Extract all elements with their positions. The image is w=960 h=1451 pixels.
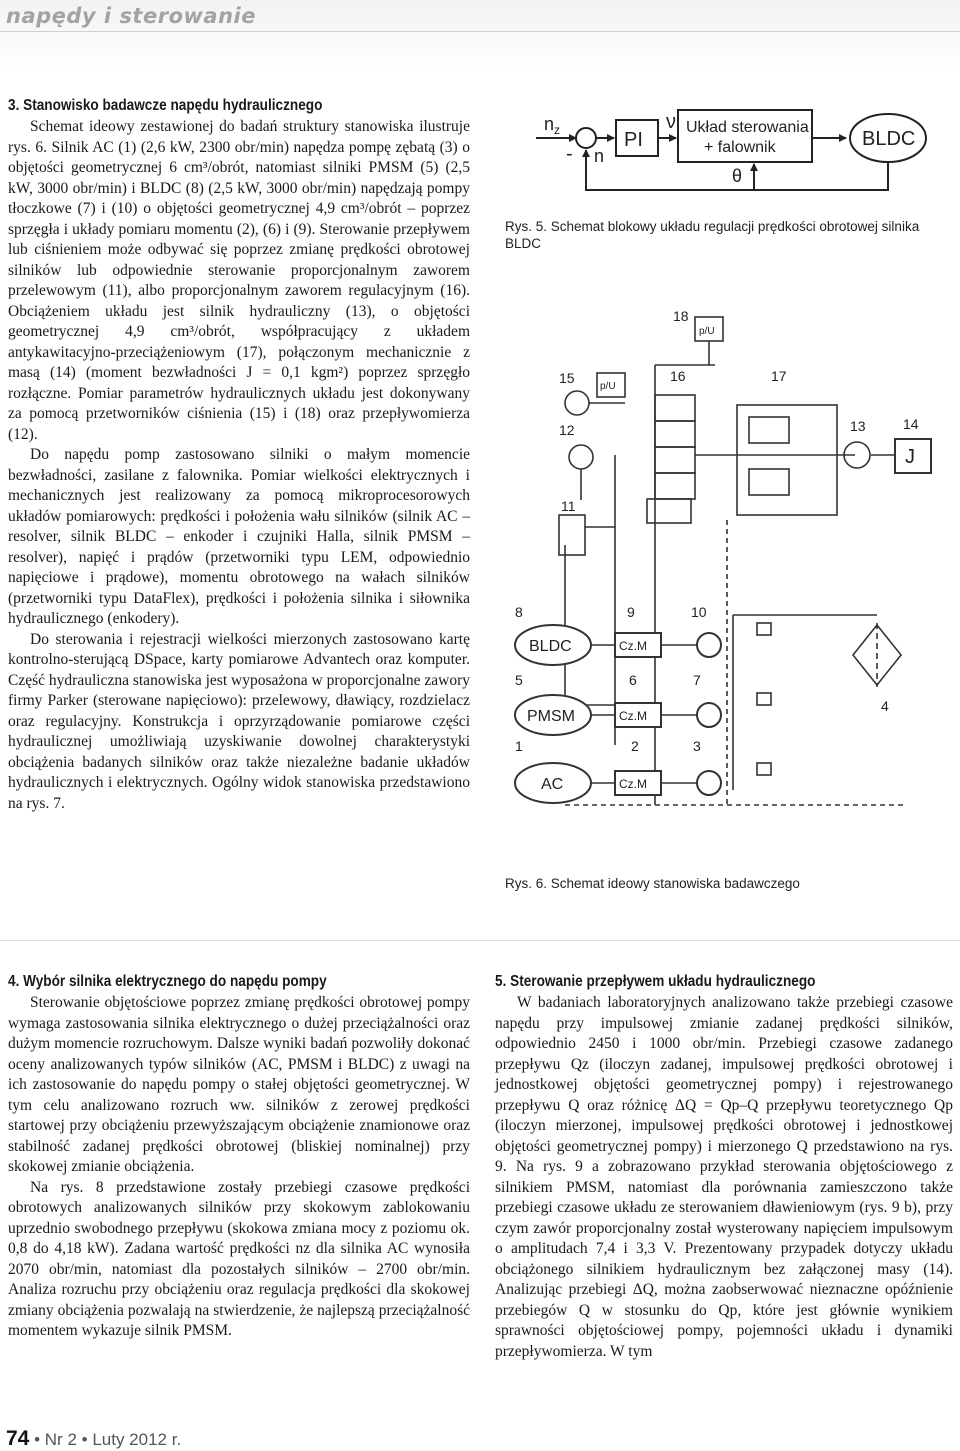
page-header [0,0,960,70]
section-4-paragraph-1: Sterowanie objętościowe poprzez zmianę prędkości obrotowej pompy wymaga zastosowania silnika elektrycznego o dużej przeciążalności oraz dużym momencie rozruchowym. Dalsze wyniki badań pozwoliły dokonać oceny analizowanych typów silników (AC, PMSM i BLDC) z uwagi na ich zastosowanie do napędu pompy o stałej objętości geometrycznej. W tym celu analizowano rozruch ww. silników z zerowej prędkości startowej przy obciążeniu przewyższającym obciążenie znamionowe oraz stabilność zadanej prędkości obrotowej (bliskiej nominalnej) przy skokowej zmianie obciążenia. [8,994,470,1175]
fig6-label-16: 16 [670,368,686,384]
page-number: 74 [6,1427,30,1450]
fig6-czm-6: Cz.M [619,709,647,723]
fig6-motor-pmsm-label: PMSM [527,708,575,725]
footer-date: Luty 2012 r. [92,1430,182,1449]
footer-issue: Nr 2 [44,1430,77,1449]
section-4-heading: 4. Wybór silnika elektrycznego do napędu pompy [8,973,327,990]
header-title: napędy i sterowanie [6,4,256,28]
fig5-theta-label: θ [732,166,743,186]
fig6-czm-2: Cz.M [619,777,647,791]
header-divider [0,31,960,32]
fig6-label-2: 2 [631,738,639,754]
fig6-label-10: 10 [691,604,707,620]
fig5-control-line1: Układ sterowania [686,119,809,136]
fig6-pump-7 [697,703,721,727]
fig6-label-15: 15 [559,370,575,386]
section-4 [8,972,470,1342]
footer-bullet-1: • [34,1430,41,1449]
section-3 [8,96,470,814]
fig6-motor-ac-label: AC [541,776,564,793]
fig6-motor-bldc-label: BLDC [529,638,572,655]
fig6-label-7: 7 [693,672,701,688]
figure-6-schematic [505,305,940,865]
fig5-control-line2: + falownik [704,139,776,156]
figure-6-caption: Rys. 6. Schemat ideowy stanowiska badawczego [505,876,800,891]
fig6-j-label: J [905,446,915,468]
fig6-pu-15: p/U [600,381,616,392]
fig6-label-6: 6 [629,672,637,688]
section-3-heading: 3. Stanowisko badawcze napędu hydraulicznego [8,97,323,114]
fig6-label-8: 8 [515,604,523,620]
fig6-label-9: 9 [627,604,635,620]
fig6-label-3: 3 [693,738,701,754]
fig5-pi-label: PI [624,129,643,151]
fig6-label-11: 11 [561,498,576,514]
fig6-czm-9: Cz.M [619,639,647,653]
fig5-bldc-label: BLDC [862,128,916,150]
section-5-heading: 5. Sterowanie przepływem układu hydraulicznego [495,973,816,990]
fig6-label-5: 5 [515,672,523,688]
figure-5-caption: Rys. 5. Schemat blokowy układu regulacji prędkości obrotowej silnika BLDC [505,219,920,251]
section-3-paragraph-2: Do napędu pomp zastosowano silniki o małym momencie bezwładności, zasilane z falownika. Pomiar wielkości elektrycznych i mechanicznych jest realizowany za pomocą mikroprocesorowych układów pomiarowych: prędkości i położenia wału silników (silnik AC – resolver, silnik BLDC – enkoder i czujniki Halla, silnik PMSM – resolver), napięć i prądów (przetworniki typu LEM, odpowiednio napięciowe i prądowe), momentu obrotowego na wałach silników (przetworniki typu DataFlex), prędkości i położenia silnika i siłownika hydraulicznego (enkodery). [8,446,470,627]
section-5-paragraph-1: W badaniach laboratoryjnych analizowano także przebiegi czasowe napędu przy impulsowej zmianie zadanej prędkości silników, odpowiednio 2450 i 1000 obr/min. Przebiegi czasowe zadanego przepływu Qz (iloczyn zadanej, impulsowej prędkości obrotowej i jednostkowej objętości geometrycznej pompy) i rejestrowanego przepływu Q oraz różnicę ΔQ = Qp–Q przepływu teoretycznego Qp (iloczyn mierzonej, impulsowej prędkości obrotowej i jednostkowej objętości geometrycznej pompy) i mierzonego Q przedstawiono na rys. 9. Na rys. 9 a zobrazowano przykład sterowania objętościowego z silnikiem PMSM, natomiast dla porównania zamieszczono także przebiegi czasowe układu ze sterowaniem dławieniowym (rys. 9 b), przy czym zawór proporcjonalny został wysterowany napięciem impulsowym o amplitudach 7,4 i 3,3 V. Prezentowany przypadek dotyczy układu obciążonego silnikiem hydraulicznym bez załączonej masy (14). Analizując przebiegi ΔQ, można zaobserwować nieznaczne opóźnienie przebiegów Q w stosunku do Qp, które jest głównie wynikiem sprawności objętościowej pompy, pojemności układu i dynamiki przepływomierza. W tym [495,994,953,1360]
fig6-label-12: 12 [559,422,575,438]
page-footer [6,1427,181,1451]
section-divider [0,940,960,941]
fig5-n-label: n [594,146,605,166]
fig6-label-17: 17 [771,368,787,384]
fig6-label-13: 13 [850,418,866,434]
fig6-label-14: 14 [903,416,919,432]
fig5-nz-label: $n_z$ [544,114,561,137]
fig6-pump-10 [697,633,721,657]
section-5 [495,972,953,1362]
fig6-label-1: 1 [515,738,523,754]
fig6-label-4: 4 [881,698,889,714]
section-3-paragraph-1: Schemat ideowy zestawionej do badań struktury stanowiska ilustruje rys. 6. Silnik AC (1) (2,6 kW, 2300 obr/min) napędza pompę zębatą (3) o objętości geometrycznej 6 cm³/obrót, natomiast silniki PMSM (5) (2,5 kW, 3000 obr/min) i BLDC (8) (2,5 kW, 3000 obr/min) napędzają pompy tłoczkowe (7) i (10) o objętości geometrycznej 4,9 cm³/obrót – poprzez sprzęgła i układy pomiaru momentu (2), (6) i (9). Sterowanie przepływem lub ciśnieniem może odbywać się poprzez zmianę prędkości obrotowej silników lub odpowiednie sterowanie proporcjonalnym zaworem przelewowym (11), albo proporcjonalnym zaworem regulacyjnym (16). Obciążeniem układu jest silnik hydrauliczny (13), o objętości geometrycznej 4,9 cm³/obrót, współpracujący z układem antykawitacyjno-przeciążeniowym (17), połączonym mechanicznie z masą (14) (moment bezwładności J = 0,1 kgm²) poprzez sprzęgło rozłączne. Pomiar parametrów hydraulicznych układu jest dokonywany za pomocą przetworników ciśnienia (15) i (18) oraz przepływomierza (12). [8,118,470,443]
fig6-pump-3 [697,771,721,795]
fig5-nu-label: ν [666,111,676,133]
fig5-minus-sign: - [566,143,573,165]
fig6-label-18: 18 [673,308,689,324]
fig6-pu-18: p/U [699,326,715,337]
footer-bullet-2: • [81,1430,88,1449]
fig5-summing-junction [576,128,596,148]
section-3-paragraph-3: Do sterowania i rejestracji wielkości mierzonych zastosowano kartę kontrolno-sterującą DSpace, karty pomiarowe Advantech oraz komputer. Część hydrauliczna stanowiska jest wyposażona w proporcjonalne zawory firmy Parker (sterowane napięciowo): przelewowy, dławiący, rozdzielacz oraz regulacyjny. Konstrukcja i oprzyrządowanie pomiarowe części hydraulicznej umożliwiają uzyskiwanie dowolnej charakterystyki obciążenia badanych silników oraz także niezależne badanie układów hydraulicznych i elektrycznych. Ogólny widok stanowiska przedstawiono na rys. 7. [8,630,470,812]
figure-5-block-diagram [500,98,940,210]
section-4-paragraph-2: Na rys. 8 przedstawione zostały przebiegi czasowe prędkości obrotowych analizowanych silników przy skokowym zablokowaniu uprzednio swobodnego przepływu (skokowa zmiana mocy z poziomu ok. 0,8 do 4,18 kW). Zadana wartość prędkości nz dla silnika AC wynosiła 2070 obr/min, natomiast dla pozostałych silników – 2700 obr/min. Analiza rozruchu przy obciążeniu oraz regulacja prędkości dla skokowej zmiany obciążenia pozwalają na stwierdzenie, że najlepszą przeciążalność momentem wykazuje silnik PMSM. [8,1178,470,1339]
